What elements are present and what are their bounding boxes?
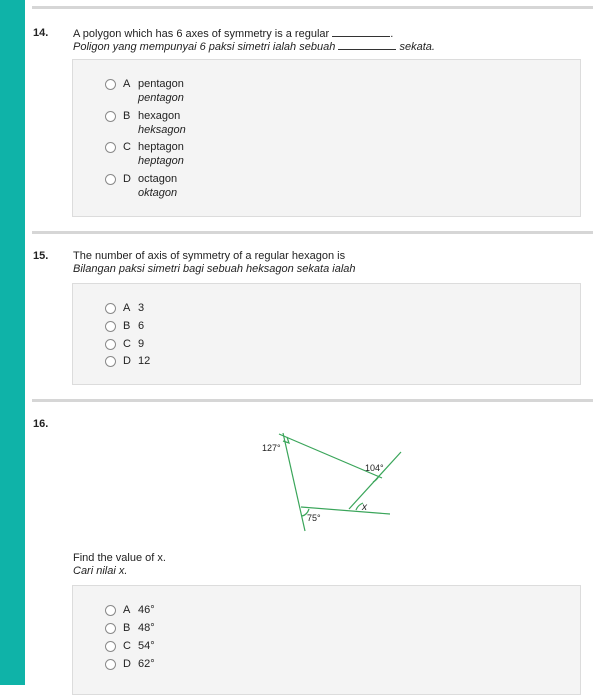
option-text-malay: oktagon [138,187,178,199]
question-text-malay: Bilangan paksi simetri bagi sebuah heksagon sekata ialah [73,263,356,275]
option-text-english: hexagon [138,110,181,122]
radio-button[interactable] [105,659,116,670]
radio-button[interactable] [105,339,116,350]
radio-button[interactable] [105,605,116,616]
radio-button[interactable] [105,321,116,332]
radio-button[interactable] [105,142,116,153]
option-text-english: pentagon [138,78,184,90]
question-divider [32,399,593,402]
question-divider [32,231,593,234]
diagram-line-right [349,452,401,509]
option-text: 3 [138,302,145,314]
option-text-english: heptagon [138,141,184,153]
radio-button[interactable] [105,303,116,314]
diagram-line-top [279,434,382,478]
angle-label-127: 127° [262,443,281,453]
angle-arc-x [356,503,363,510]
question-divider [32,6,593,9]
angle-label-75: 75° [307,513,321,523]
option-text: 9 [138,338,145,350]
option-letter: B [123,110,131,122]
option-letter: A [123,604,131,616]
option-text: 62° [138,658,155,670]
option-letter: C [123,141,131,153]
option-letter: C [123,338,131,350]
angle-arc-top [283,437,289,443]
diagram-line-left [283,433,305,531]
answer-options-box [72,283,581,385]
question-text-malay: Cari nilai x. [73,565,128,577]
left-accent-bar [0,0,25,685]
option-letter: A [123,302,131,314]
option-letter: A [123,78,131,90]
option-text: 54° [138,640,155,652]
angle-label-104: 104° [365,463,384,473]
question-text-english: A polygon which has 6 axes of symmetry is a regular . [73,28,394,40]
radio-button[interactable] [105,641,116,652]
option-text: 6 [138,320,145,332]
question-number: 15. [33,250,49,262]
question-text-malay: Poligon yang mempunyai 6 paksi simetri ialah sebuah sekata. [73,41,435,53]
option-text: 46° [138,604,155,616]
question-text-english: The number of axis of symmetry of a regular hexagon is [73,250,346,262]
answer-options-box [72,59,581,217]
angle-arc-right [373,476,379,482]
option-letter: D [123,173,131,185]
radio-button[interactable] [105,79,116,90]
angle-arc-bottom [302,509,309,516]
option-letter: D [123,355,131,367]
option-text-malay: heksagon [138,124,186,136]
option-text: 12 [138,355,151,367]
radio-button[interactable] [105,623,116,634]
option-letter: B [123,320,131,332]
option-text-english: octagon [138,173,178,185]
radio-button[interactable] [105,174,116,185]
option-text: 48° [138,622,155,634]
option-text-malay: pentagon [138,92,184,104]
radio-button[interactable] [105,356,116,367]
option-letter: C [123,640,131,652]
question-text-english: Find the value of x. [73,552,166,564]
option-text-malay: heptagon [138,155,184,167]
radio-button[interactable] [105,111,116,122]
option-letter: D [123,658,131,670]
question-number: 14. [33,27,49,39]
angle-label-x: x [362,502,367,513]
option-letter: B [123,622,131,634]
answer-options-box [72,585,581,695]
diagram-line-bottom [301,507,390,514]
question-number: 16. [33,418,49,430]
